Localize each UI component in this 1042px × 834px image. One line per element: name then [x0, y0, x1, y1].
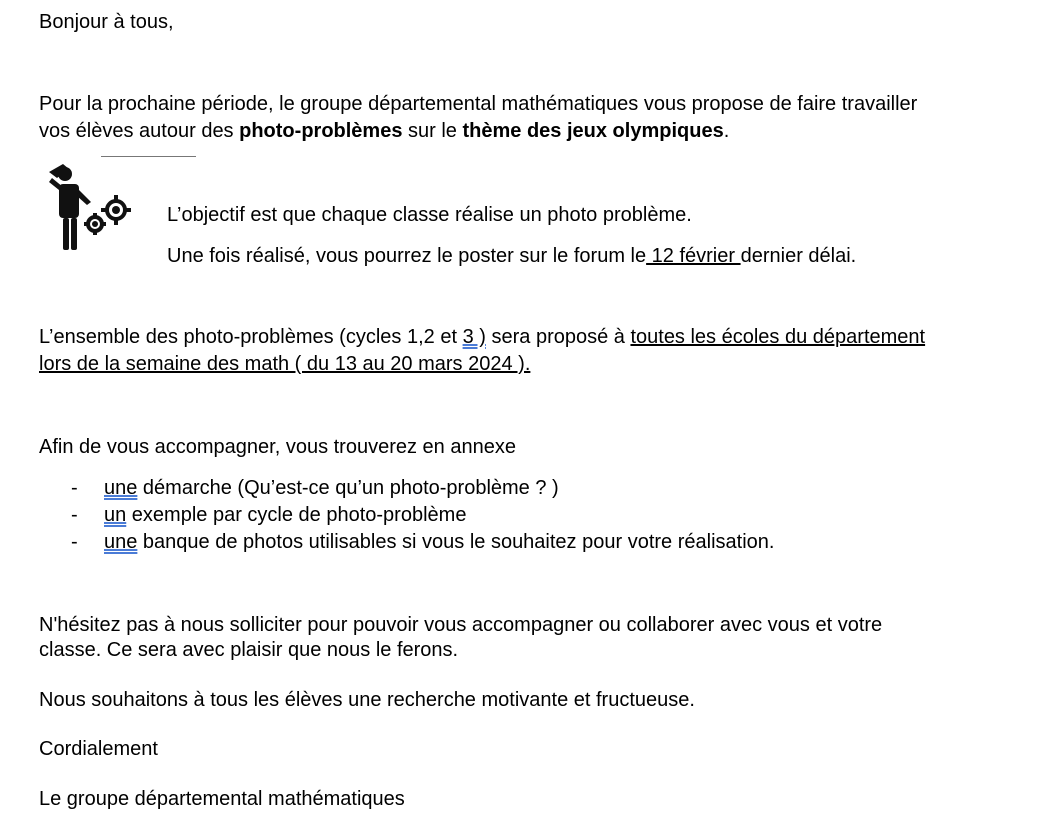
ensemble-line-1 [39, 325, 925, 349]
bullet-text: banque de photos utilisables si vous le souhaitez pour votre réalisation. [137, 531, 775, 553]
bullet-marker: - [71, 504, 78, 526]
bullet-det: une [104, 531, 138, 553]
greeting: Bonjour à tous, [39, 11, 174, 33]
ensemble-cycle3: 3 ) [462, 326, 486, 348]
person-thinking-gears-icon [43, 160, 135, 254]
ensemble-line-2: lors de la semaine des math ( du 13 au 20 mars 2024 ). [39, 353, 531, 375]
objective: L’objectif est que chaque classe réalise un photo problème. [167, 204, 692, 226]
intro-bold-photo: photo-problèmes [239, 120, 403, 142]
solliciter-line-2: classe. Ce sera avec plaisir que nous le ferons. [39, 639, 459, 661]
deadline-text: dernier délai. [740, 245, 857, 267]
intro-text: vos élèves autour des [39, 120, 240, 142]
intro-line-1: Pour la prochaine période, le groupe départemental mathématiques vous propose de faire travailler [39, 93, 918, 115]
closing: Cordialement [39, 738, 158, 760]
bullet-text: exemple par cycle de photo-problème [126, 504, 467, 526]
ensemble-ecoles: toutes les écoles du département [630, 326, 926, 348]
intro-bold-theme: thème des jeux olympiques [462, 120, 724, 142]
bullet-marker: - [71, 477, 78, 499]
bullet-marker: - [71, 531, 78, 553]
annexe-intro: Afin de vous accompagner, vous trouverez en annexe [39, 436, 516, 458]
deadline-text: Une fois réalisé, vous pourrez le poster sur le forum le [167, 245, 647, 267]
signature: Le groupe départemental mathématiques [39, 788, 405, 810]
intro-text: . [723, 120, 730, 142]
wish: Nous souhaitons à tous les élèves une recherche motivante et fructueuse. [39, 689, 695, 711]
intro-text: sur le [402, 120, 463, 142]
divider [101, 156, 196, 157]
deadline [167, 244, 856, 268]
solliciter-line-1: N'hésitez pas à nous solliciter pour pouvoir vous accompagner ou collaborer avec vous et votre [39, 614, 883, 636]
ensemble-text: sera proposé à [485, 326, 631, 348]
bullet-det: un [104, 504, 127, 526]
bullet-det: une [104, 477, 138, 499]
ensemble-text: L’ensemble des photo-problèmes (cycles 1,2 et [39, 326, 463, 348]
bullet-text: démarche (Qu’est-ce qu’un photo-problème ? ) [137, 477, 559, 499]
intro-line-2 [39, 119, 729, 143]
deadline-date: 12 février [646, 245, 741, 267]
